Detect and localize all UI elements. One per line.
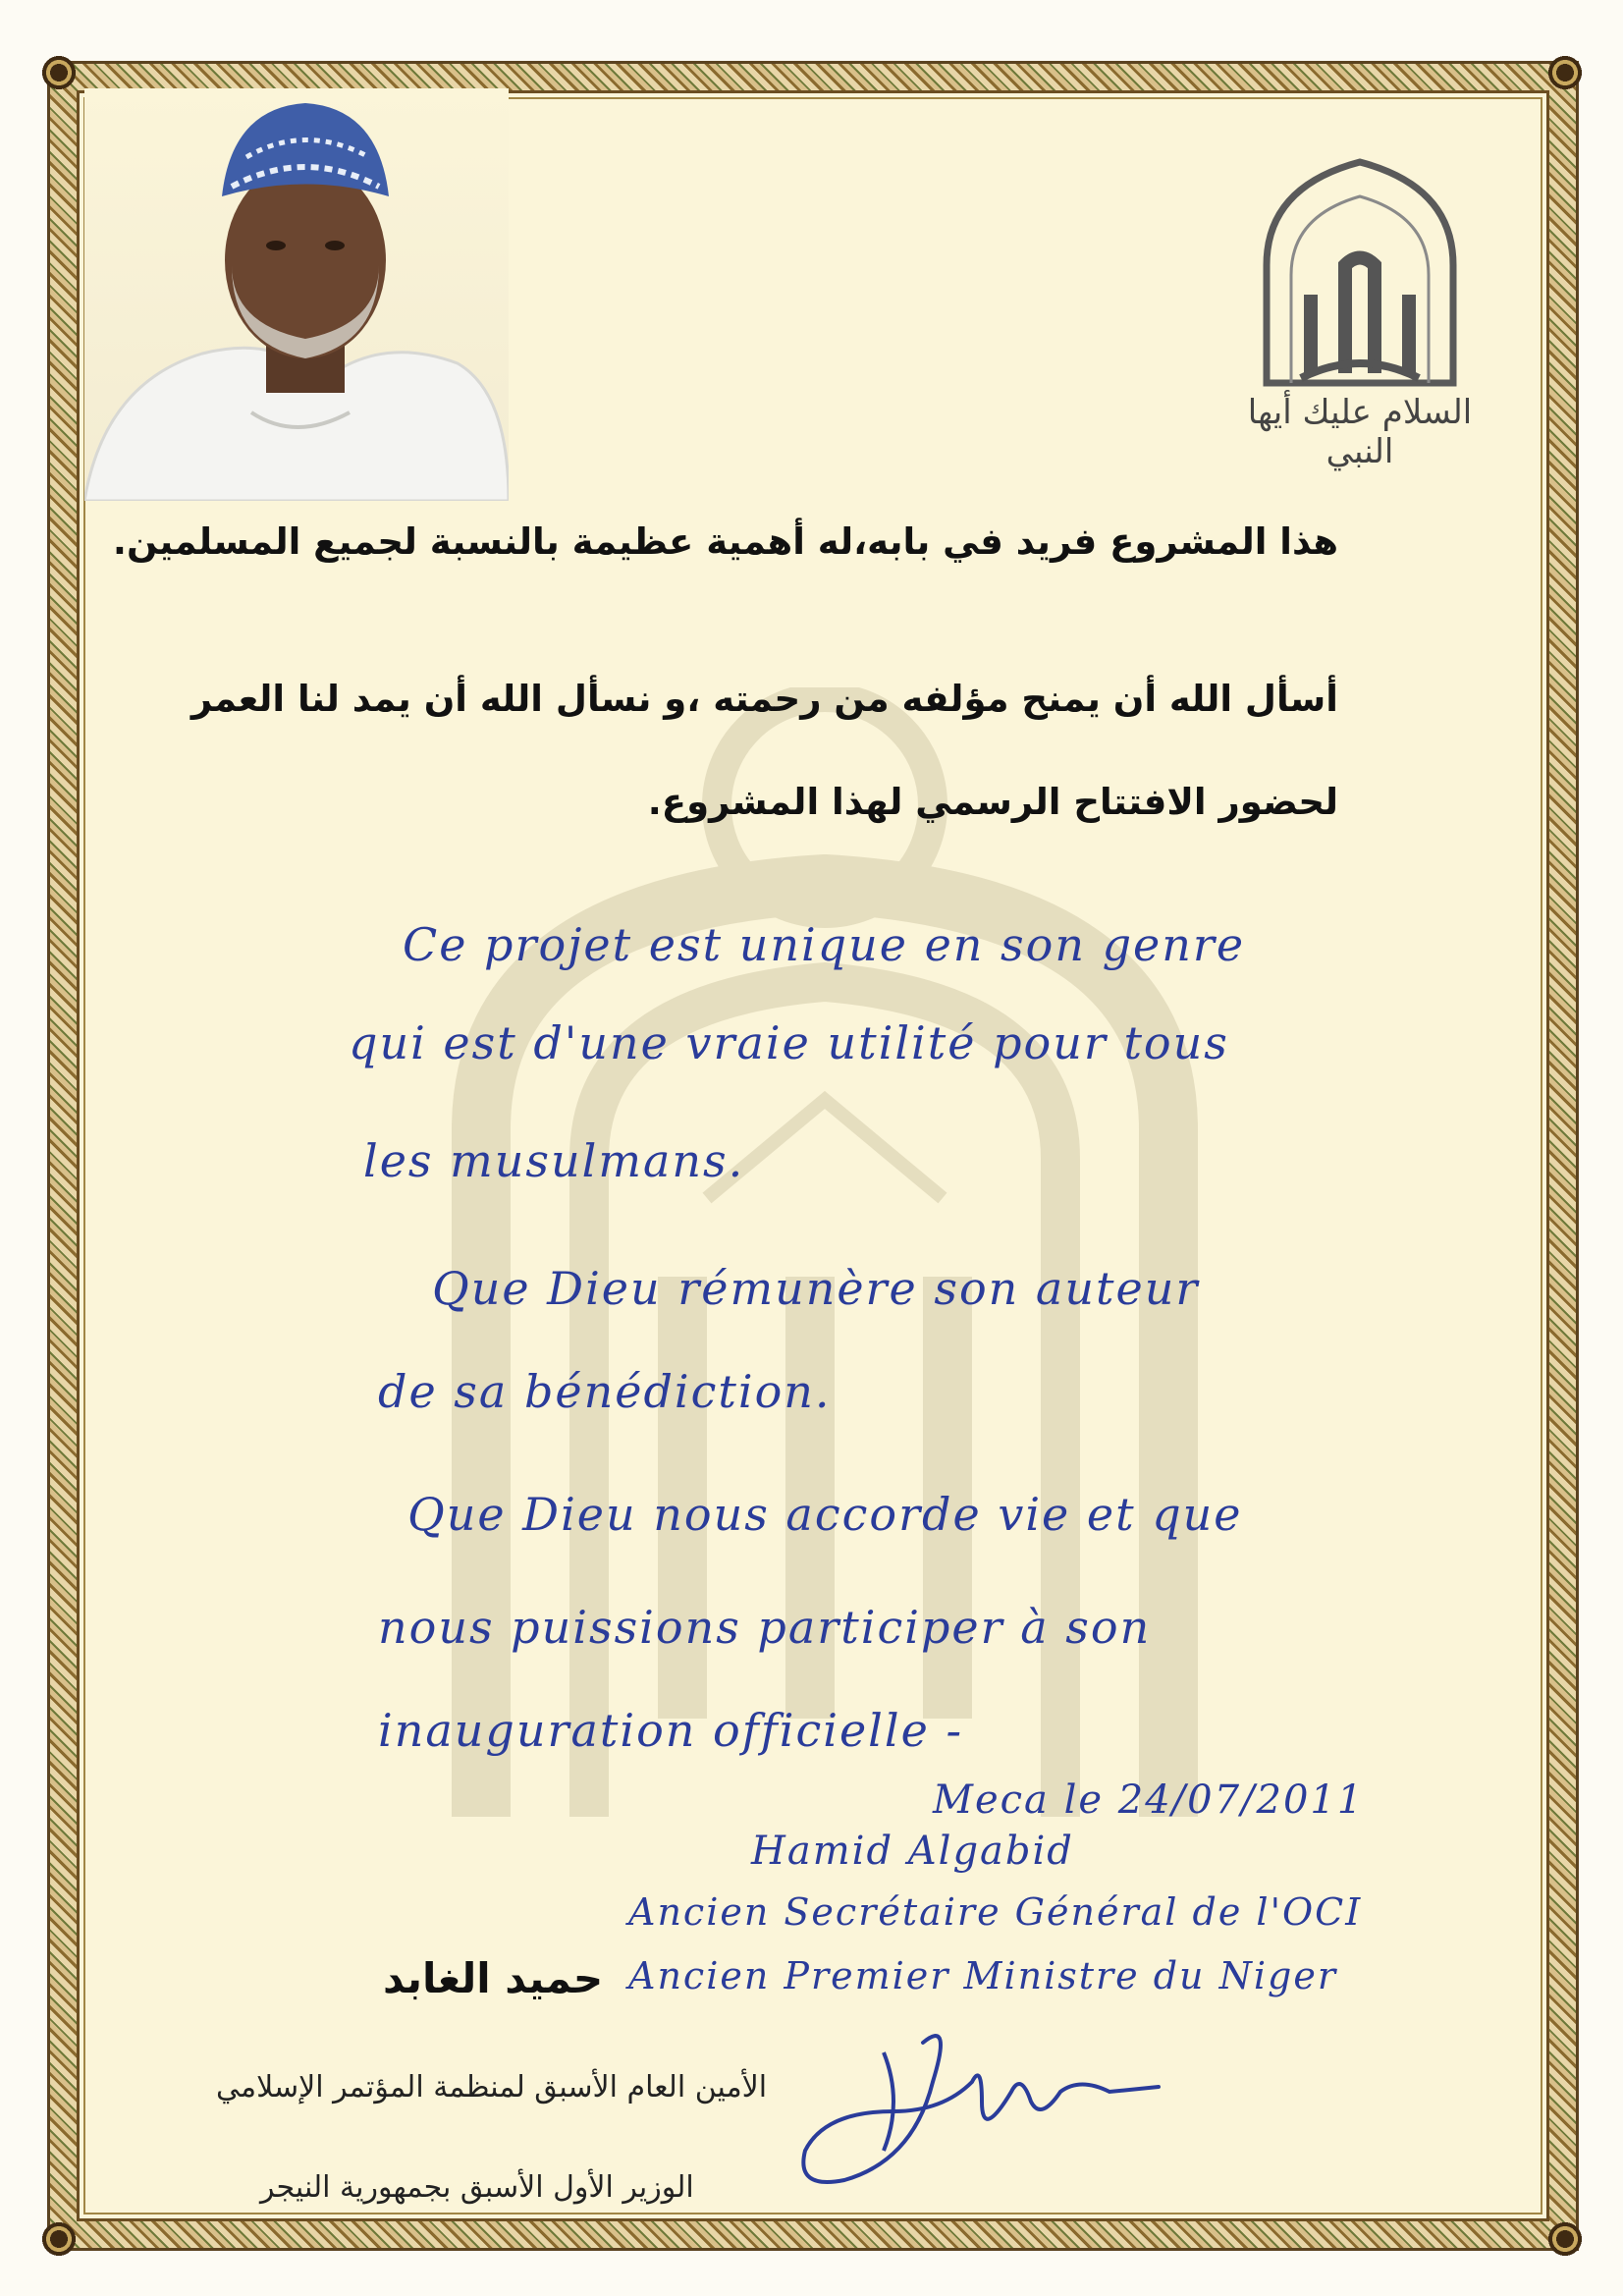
corner-ornament bbox=[37, 51, 81, 94]
handwritten-line-2: qui est d'une vraie utilité pour tous bbox=[349, 1016, 1229, 1069]
handwritten-line-6: Que Dieu nous accorde vie et que bbox=[407, 1488, 1243, 1541]
handwritten-signature bbox=[785, 2023, 1178, 2190]
arabic-line-3: أسأل الله أن يمنح مؤلفه من رحمته ،و نسأل الله أن يمد لنا العمر bbox=[190, 678, 1338, 720]
corner-ornament bbox=[1543, 51, 1587, 94]
handwritten-date: Meca le 24/07/2011 bbox=[933, 1777, 1365, 1823]
corner-ornament bbox=[37, 2217, 81, 2261]
handwritten-role-2: Ancien Premier Ministre du Niger bbox=[628, 1954, 1337, 1997]
name-arabic: حميد الغابد bbox=[383, 1954, 604, 2002]
handwritten-line-7: nous puissions participer à son bbox=[378, 1601, 1152, 1654]
handwritten-role-1: Ancien Secrétaire Général de l'OCI bbox=[628, 1890, 1363, 1934]
corner-ornament bbox=[1543, 2217, 1587, 2261]
handwritten-line-1: Ce projet est unique en son genre bbox=[403, 918, 1246, 971]
handwritten-line-5: de sa bénédiction. bbox=[378, 1365, 832, 1418]
handwritten-name: Hamid Algabid bbox=[751, 1829, 1074, 1874]
arabic-line-1: هذا المشروع فريد في بابه،له أهمية عظيمة بالنسبة لجميع المسلمين. bbox=[112, 520, 1338, 563]
arabic-line-4: لحضور الافتتاح الرسمي لهذا المشروع. bbox=[647, 781, 1338, 823]
title-arabic-2: الوزير الأول الأسبق بجمهورية النيجر bbox=[260, 2170, 694, 2205]
handwritten-line-8: inauguration officielle - bbox=[378, 1704, 963, 1757]
logo-caption: السلام عليك أيها النبي bbox=[1247, 393, 1473, 471]
title-arabic-1: الأمين العام الأسبق لمنظمة المؤتمر الإسلامي bbox=[216, 2070, 768, 2105]
handwritten-line-3: les musulmans. bbox=[363, 1134, 745, 1187]
portrait-photo bbox=[84, 88, 509, 501]
handwritten-line-4: Que Dieu rémunère son auteur bbox=[432, 1262, 1200, 1315]
